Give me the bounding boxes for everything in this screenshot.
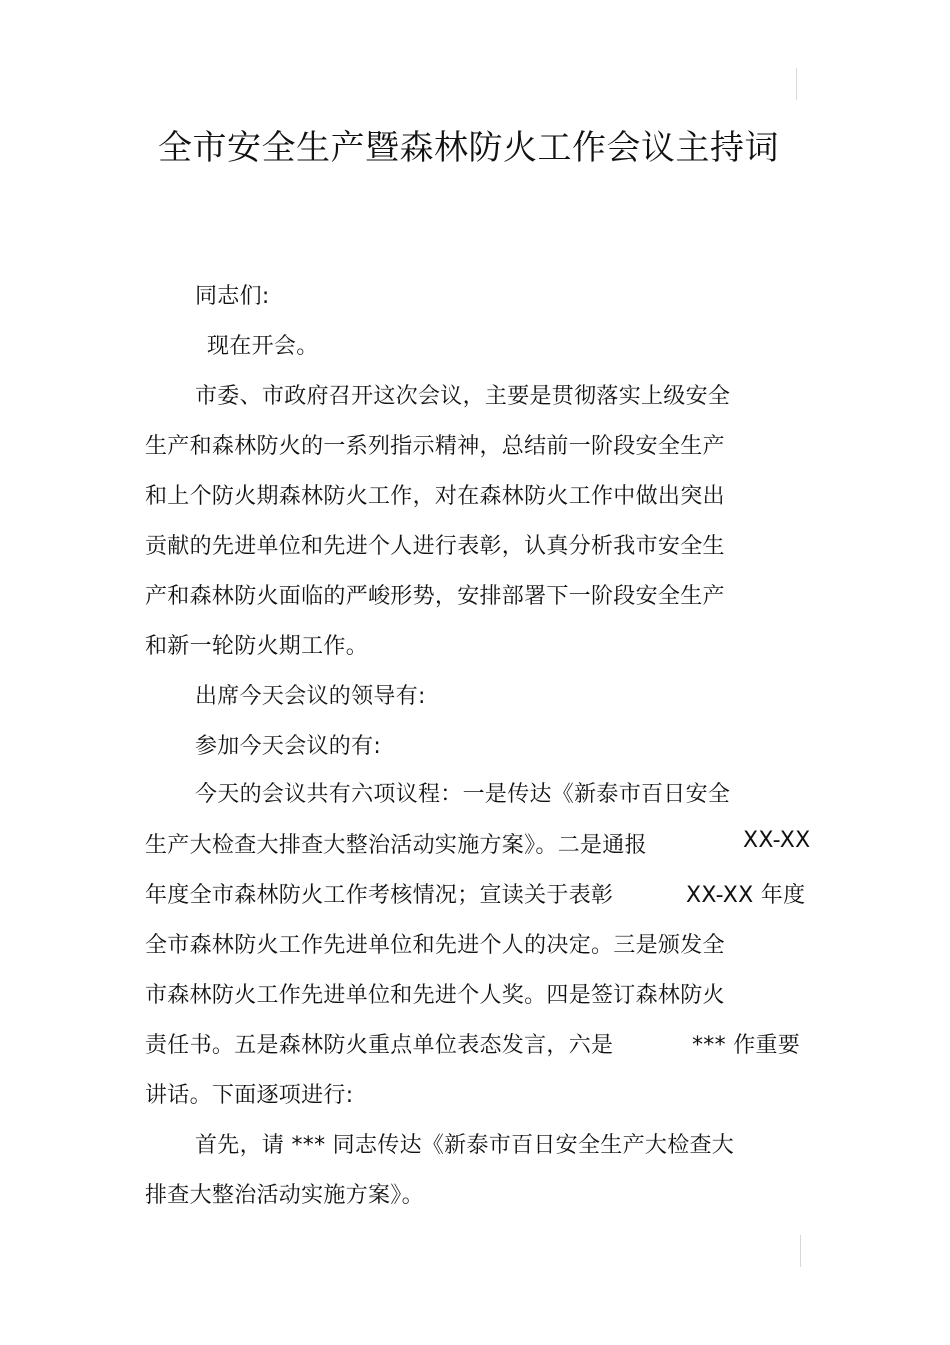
corner-mark-top <box>796 68 797 100</box>
paragraph-line: XX-XX <box>743 828 811 853</box>
paragraph-line: 今天的会议共有六项议程：一是传达《新泰市百日安全 <box>195 782 731 807</box>
corner-mark-bottom <box>800 1235 801 1267</box>
paragraph-line: 年度全市森林防火工作考核情况；宣读关于表彰 <box>145 883 614 908</box>
paragraph-line: 市委、市政府召开这次会议，主要是贯彻落实上级安全 <box>195 384 731 409</box>
paragraph-line: 生产大检查大排查大整治活动实施方案》。二是通报 <box>145 833 647 858</box>
paragraph-line: 贡献的先进单位和先进个人进行表彰，认真分析我市安全生 <box>145 534 725 559</box>
paragraph-line: 排查大整治活动实施方案》。 <box>145 1183 424 1208</box>
paragraph-line: 现在开会。 <box>207 334 319 359</box>
paragraph-line: 出席今天会议的领导有: <box>195 684 426 709</box>
greeting: 同志们: <box>195 284 270 309</box>
paragraph-line: 和上个防火期森林防火工作，对在森林防火工作中做出突出 <box>145 484 725 509</box>
paragraph-line: 市森林防火工作先进单位和先进个人奖。四是签订森林防火 <box>145 983 725 1008</box>
paragraph-line: 全市森林防火工作先进单位和先进个人的决定。三是颁发全 <box>145 933 725 958</box>
paragraph-line: 和新一轮防火期工作。 <box>145 634 369 659</box>
paragraph-line: XX-XX 年度 <box>686 883 806 908</box>
paragraph-line: 生产和森林防火的一系列指示精神，总结前一阶段安全生产 <box>145 434 725 459</box>
paragraph-line: 参加今天会议的有: <box>195 734 382 759</box>
paragraph-line: *** 作重要 <box>692 1033 801 1058</box>
paragraph-line: 产和森林防火面临的严峻形势，安排部署下一阶段安全生产 <box>145 584 725 609</box>
document-title: 全市安全生产暨森林防火工作会议主持词 <box>158 128 779 168</box>
paragraph-line: 讲话。下面逐项进行: <box>145 1083 354 1108</box>
paragraph-line: 首先，请 *** 同志传达《新泰市百日安全生产大检查大 <box>195 1133 735 1158</box>
paragraph-line: 责任书。五是森林防火重点单位表态发言，六是 <box>145 1033 614 1058</box>
